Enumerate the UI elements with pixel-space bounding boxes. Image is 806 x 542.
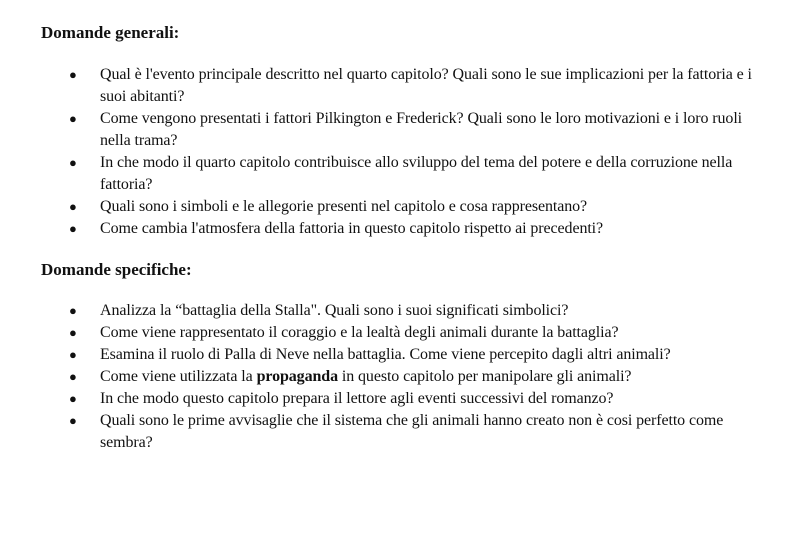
question-text: In che modo il quarto capitolo contribuisce allo sviluppo del tema del potere e della corruzione nella fattoria? <box>100 154 733 193</box>
bullet-icon: ● <box>69 347 77 362</box>
bullet-icon: ● <box>69 325 77 340</box>
bold-term: propaganda <box>256 368 338 385</box>
bullet-icon: ● <box>69 413 77 428</box>
list-item <box>0 388 806 410</box>
question-text: Analizza la “battaglia della Stalla". Quali sono i suoi significati simbolici? <box>100 302 569 319</box>
list-item <box>0 108 806 152</box>
list-item <box>0 366 806 388</box>
question-text: Esamina il ruolo di Palla di Neve nella battaglia. Come viene percepito dagli altri animali? <box>100 346 671 363</box>
question-text-before: Come viene utilizzata la <box>100 368 257 385</box>
bullet-icon: ● <box>69 303 77 318</box>
bullet-icon: ● <box>69 155 77 170</box>
specific-questions-heading: Domande specifiche: <box>41 260 192 279</box>
bullet-icon: ● <box>69 391 77 406</box>
list-item <box>0 64 806 108</box>
general-questions-heading: Domande generali: <box>41 23 180 42</box>
list-item <box>0 410 806 454</box>
question-text: Come cambia l'atmosfera della fattoria in questo capitolo rispetto ai precedenti? <box>100 220 604 237</box>
question-text: Come viene rappresentato il coraggio e la lealtà degli animali durante la battaglia? <box>100 324 619 341</box>
bullet-icon: ● <box>69 221 77 236</box>
question-text: Qual è l'evento principale descritto nel quarto capitolo? Quali sono le sue implicazioni per la fattoria e i suoi abitanti? <box>100 66 752 105</box>
list-item <box>0 152 806 196</box>
bullet-icon: ● <box>69 199 77 214</box>
question-text: Come vengono presentati i fattori Pilkington e Frederick? Quali sono le loro motivazioni e i loro ruoli nella trama? <box>100 110 743 149</box>
list-item <box>0 344 806 366</box>
question-text-after: in questo capitolo per manipolare gli animali? <box>337 368 632 385</box>
list-item <box>0 218 806 240</box>
list-item <box>0 300 806 322</box>
bullet-icon: ● <box>69 67 77 82</box>
question-text: Quali sono i simboli e le allegorie presenti nel capitolo e cosa rappresentano? <box>100 198 588 215</box>
question-text: Quali sono le prime avvisaglie che il sistema che gli animali hanno creato non è cosi perfetto come sembra? <box>100 412 724 451</box>
list-item <box>0 196 806 218</box>
specific-questions-list <box>0 300 806 454</box>
question-text: In che modo questo capitolo prepara il lettore agli eventi successivi del romanzo? <box>100 390 614 407</box>
list-item <box>0 322 806 344</box>
bullet-icon: ● <box>69 111 77 126</box>
general-questions-list <box>0 64 806 240</box>
bullet-icon: ● <box>69 369 77 384</box>
